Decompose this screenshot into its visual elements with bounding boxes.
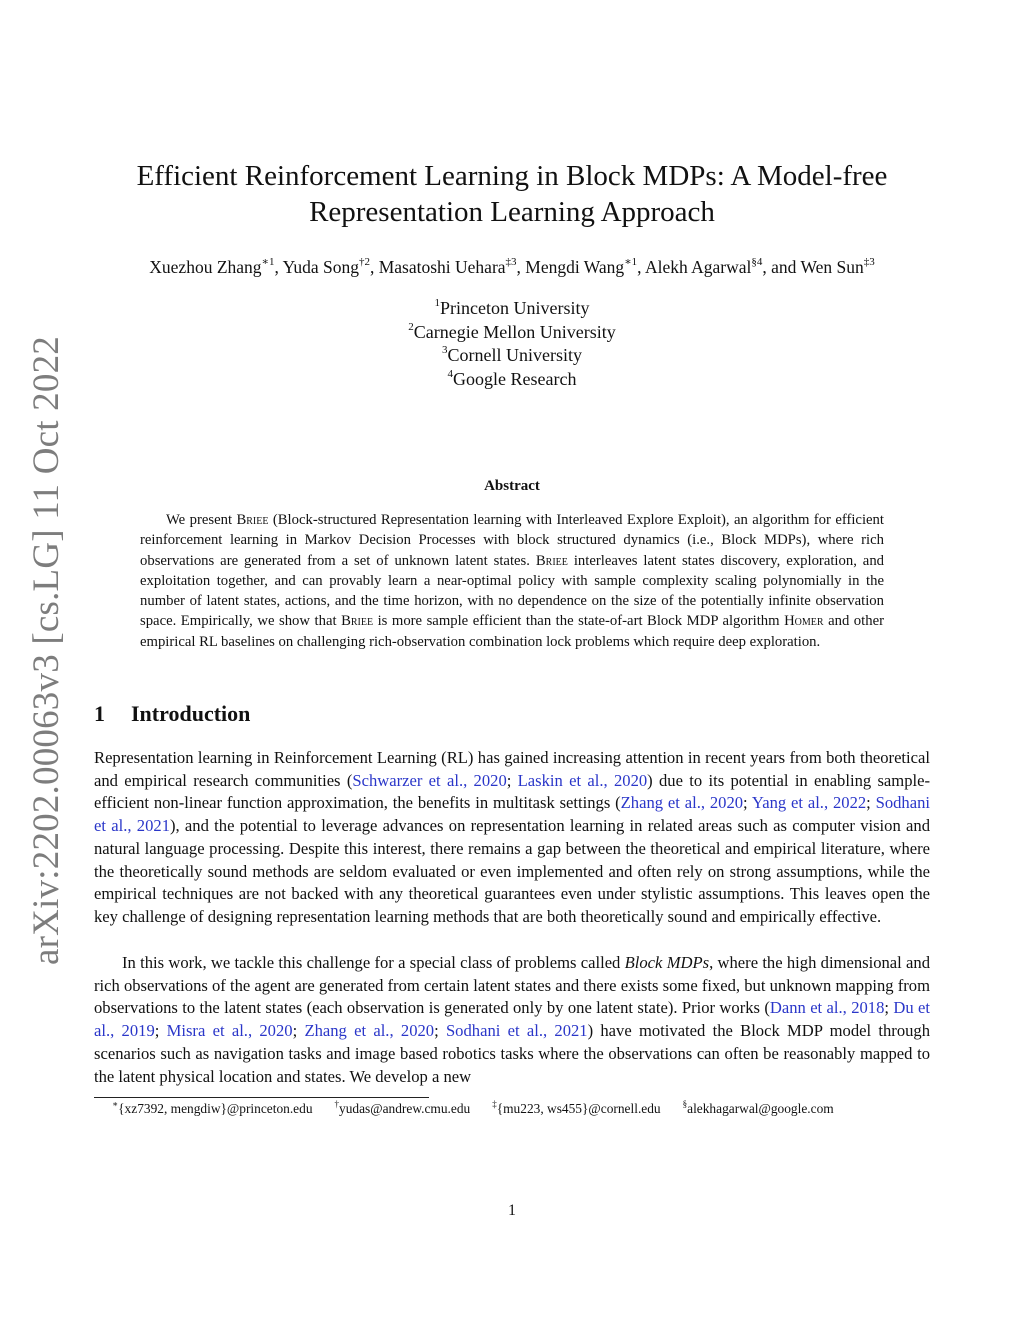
intro-paragraph-1: Representation learning in Reinforcement Learning (RL) has gained increasing attention in recent years from both theoretical and empirical research communities (Schwarzer et al., 2020; Laskin et al., 2020) due to its potential in enabling sample-efficient non-linear function approximation, the benefits in multitask settings (Zhang et al., 2020; Yang et al., 2022; Sodhani et al., 2021), and the potential to leverage advances on representation learning in related areas such as computer vision and natural language processing. Despite this interest, there remains a gap between the theoretical and empirical literature, where the theoretically sound methods are seldom evaluated or even implemented and often rely on strong assumptions, while the empirical techniques are not backed with any theoretical guarantees even under stylistic assumptions. This leaves open the key challenge of designing representation learning methods that are both theoretically sound and empirically effective. — [94, 748, 931, 926]
paper-title — [100, 158, 924, 230]
footnote: ∗{xz7392, mengdiw}@princeton.edu — [112, 1098, 313, 1116]
baseline-name: Homer — [784, 613, 824, 630]
author: Wen Sun$^{\ddagger 3}$ — [800, 256, 875, 277]
method-name: Briee — [236, 512, 269, 528]
abstract-heading: Abstract — [484, 478, 540, 494]
citation-link[interactable]: Schwarzer et al., 2020 — [352, 770, 507, 790]
affiliations — [312, 297, 712, 391]
title-line-2: Representation Learning Approach — [309, 196, 715, 228]
footnote: †yudas@andrew.cmu.edu — [334, 1098, 471, 1116]
arxiv-identifier — [16, 335, 76, 965]
page-number: 1 — [508, 1202, 516, 1219]
affiliation: $^4$Google Research — [447, 367, 577, 389]
citation-link[interactable]: Sodhani et al., 2021 — [445, 1021, 588, 1041]
term-emphasis: Block MDPs — [624, 953, 710, 972]
footnotes — [112, 1098, 856, 1117]
arxiv-identifier-text: arXiv:2202.00063v3 [cs.LG] 11 Oct 2022 — [25, 335, 67, 965]
citation-link[interactable]: Zhang et al., 2020 — [620, 793, 744, 813]
citation-link[interactable]: Du et al., 2019 — [94, 998, 931, 1041]
citation-link[interactable]: Sodhani et al., 2021 — [94, 793, 931, 836]
author: Masatoshi Uehara$^{\ddagger 3}$, — [378, 256, 526, 277]
footnote-rule — [94, 1097, 429, 1098]
author: Yuda Song$^{\dagger 2}$, — [282, 256, 379, 277]
citation-link[interactable]: Zhang et al., 2020 — [304, 1021, 435, 1041]
citation-link[interactable]: Yang et al., 2022 — [751, 793, 867, 813]
author: Mengdi Wang$^{∗1}$, — [525, 256, 645, 277]
method-name: Briee — [341, 613, 374, 630]
author-list — [60, 257, 964, 278]
citation-link[interactable]: Dann et al., 2018 — [769, 998, 885, 1018]
method-name: Briee — [535, 552, 568, 569]
affiliation: $^2$Carnegie Mellon University — [408, 320, 616, 342]
section-title: Introduction — [131, 701, 251, 726]
footnote: §alekhagarwal@google.com — [682, 1098, 834, 1116]
intro-paragraph-2: In this work, we tackle this challenge for a special class of problems called Block MDPs, where the high dimensional and rich observations of the agent are generated from certain latent states and there exists some fixed, but unknown mapping from observations to the latent states (each observation is generated only by one latent state). Prior works (Dann et al., 2018; Du et al., 2019; Misra et al., 2020; Zhang et al., 2020; Sodhani et al., 2021) have motivated the Block MDP model through scenarios such as navigation tasks and image based robotics tasks where the observations can often be reasonably mapped to the latent physical location and states. We develop a new — [94, 953, 931, 1086]
footnote: ‡{mu223, ws455}@cornell.edu — [492, 1098, 661, 1116]
author: Xuezhou Zhang$^{∗1}$, — [149, 256, 283, 277]
author: Alekh Agarwal$^{\S 4}$, and — [644, 256, 801, 277]
affiliation: $^3$Cornell University — [442, 344, 582, 365]
title-line-1: Efficient Reinforcement Learning in Block MDPs: A Model-free — [136, 160, 888, 192]
affiliation: $^1$Princeton University — [434, 297, 590, 318]
section-heading — [94, 701, 250, 727]
section-number: 1 — [94, 701, 105, 726]
citation-link[interactable]: Laskin et al., 2020 — [517, 770, 648, 790]
citation-link[interactable]: Misra et al., 2020 — [166, 1021, 293, 1041]
abstract-body: We present Briee (Block-structured Representation learning with Interleaved Explore Exploit), an algorithm for efficient reinforcement learning in Markov Decision Processes with block structured dynamics (i.e., Block MDPs), where rich observations are generated from a set of unknown latent states. Briee interleaves latent states discovery, exploration, and exploitation together, and can provably learn a near-optimal policy with sample complexity scaling polynomially in the number of latent states, actions, and the time horizon, with no dependence on the size of the potentially infinite observation space. Empirically, we show that Briee is more sample efficient than the state-of-art Block MDP algorithm Homer and other empirical RL baselines on challenging rich-observation combination lock problems which require deep exploration. — [140, 512, 885, 650]
